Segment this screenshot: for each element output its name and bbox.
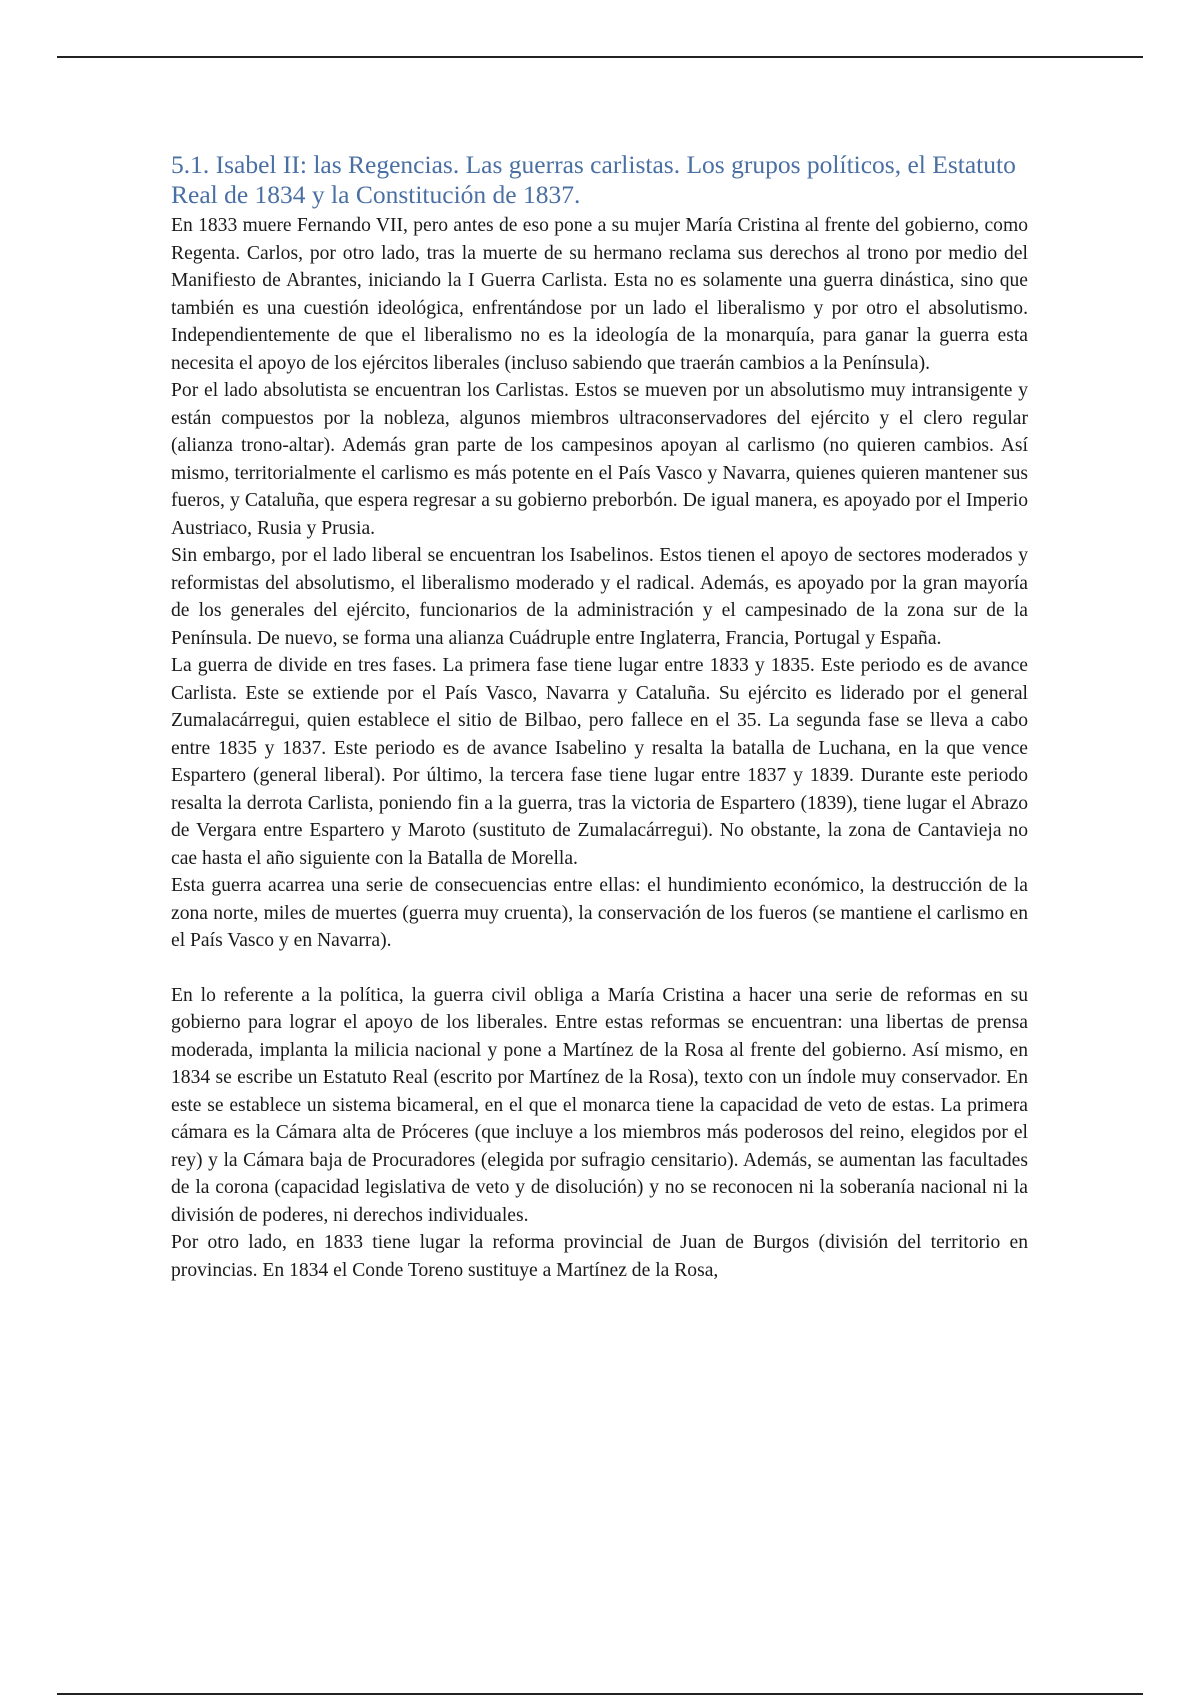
document-body	[171, 150, 1028, 1284]
paragraph-consecuencias: Esta guerra acarrea una serie de consecuencias entre ellas: el hundimiento económico, la destrucción de la zona norte, miles de muertes (guerra muy cruenta), la conservación de los fueros (se mantiene el carlismo en el País Vasco y en Navarra).	[171, 875, 1028, 951]
paragraph-fases: La guerra de divide en tres fases. La primera fase tiene lugar entre 1833 y 1835. Este periodo es de avance Carlista. Este se extiende por el País Vasco, Navarra y Cataluña. Su ejército es liderado por el general Zumalacárregui, quien establece el sitio de Bilbao, pero fallece en el 35. La segunda fase se lleva a cabo entre 1835 y 1837. Este periodo es de avance Isabelino y resalta la batalla de Luchana, en la que vence Espartero (general liberal). Por último, la tercera fase tiene lugar entre 1837 y 1839. Durante este periodo resalta la derrota Carlista, poniendo fin a la guerra, tras la victoria de Espartero (1839), tiene lugar el Abrazo de Vergara entre Espartero y Maroto (sustituto de Zumalacárregui). No obstante, la zona de Cantavieja no cae hasta el año siguiente con la Batalla de Morella.	[171, 655, 1028, 869]
paragraph-reforma-provincial: Por otro lado, en 1833 tiene lugar la reforma provincial de Juan de Burgos (división del territorio en provincias. En 1834 el Conde Toreno sustituye a Martínez de la Rosa,	[171, 1232, 1028, 1281]
header-rule	[57, 56, 1143, 58]
paragraph-politica: En lo referente a la política, la guerra civil obliga a María Cristina a hacer una serie de reformas en su gobierno para lograr el apoyo de los liberales. Entre estas reformas se encuentran: una libertas de prensa moderada, implanta la milicia nacional y pone a Martínez de la Rosa al frente del gobierno. Así mismo, en 1834 se escribe un Estatuto Real (escrito por Martínez de la Rosa), texto con un índole muy conservador. En este se establece un sistema bicameral, en el que el monarca tiene la capacidad de veto de estas. La primera cámara es la Cámara alta de Próceres (que incluye a los miembros más poderosos del reino, elegidos por el rey) y la Cámara baja de Procuradores (elegida por sufragio censitario). Además, se aumentan las facultades de la corona (capacidad legislativa de veto y de disolución) y no se reconocen ni la soberanía nacional ni la división de poderes, ni derechos individuales.	[171, 984, 1028, 1226]
footer-rule	[57, 1693, 1143, 1695]
paragraph-intro: En 1833 muere Fernando VII, pero antes de eso pone a su mujer María Cristina al frente del gobierno, como Regenta. Carlos, por otro lado, tras la muerte de su hermano reclama sus derechos al trono por medio del Manifiesto de Abrantes, iniciando la I Guerra Carlista. Esta no es solamente una guerra dinástica, sino que también es una cuestión ideológica, enfrentándose por un lado el liberalismo y por otro el absolutismo. Independientemente de que el liberalismo no es la ideología de la monarquía, para ganar la guerra esta necesita el apoyo de los ejércitos liberales (incluso sabiendo que traerán cambios a la Península).	[171, 215, 1028, 374]
section-heading: 5.1. Isabel II: las Regencias. Las guerras carlistas. Los grupos políticos, el Estatuto Real de 1834 y la Constitución de 1837.	[171, 150, 1016, 209]
paragraph-gap	[171, 955, 1028, 982]
paragraph-carlistas: Por el lado absolutista se encuentran los Carlistas. Estos se mueven por un absolutismo muy intransigente y están compuestos por la nobleza, algunos miembros ultraconservadores del ejército y el clero regular (alianza trono-altar). Además gran parte de los campesinos apoyan al carlismo (no quieren cambios. Así mismo, territorialmente el carlismo es más potente en el País Vasco y Navarra, quienes quieren mantener sus fueros, y Cataluña, que espera regresar a su gobierno preborbón. De igual manera, es apoyado por el Imperio Austriaco, Rusia y Prusia.	[171, 380, 1028, 539]
paragraph-isabelinos: Sin embargo, por el lado liberal se encuentran los Isabelinos. Estos tienen el apoyo de sectores moderados y reformistas del absolutismo, el liberalismo moderado y el radical. Además, es apoyado por la gran mayoría de los generales del ejército, funcionarios de la administración y el campesinado de la zona sur de la Península. De nuevo, se forma una alianza Cuádruple entre Inglaterra, Francia, Portugal y España.	[171, 545, 1028, 649]
